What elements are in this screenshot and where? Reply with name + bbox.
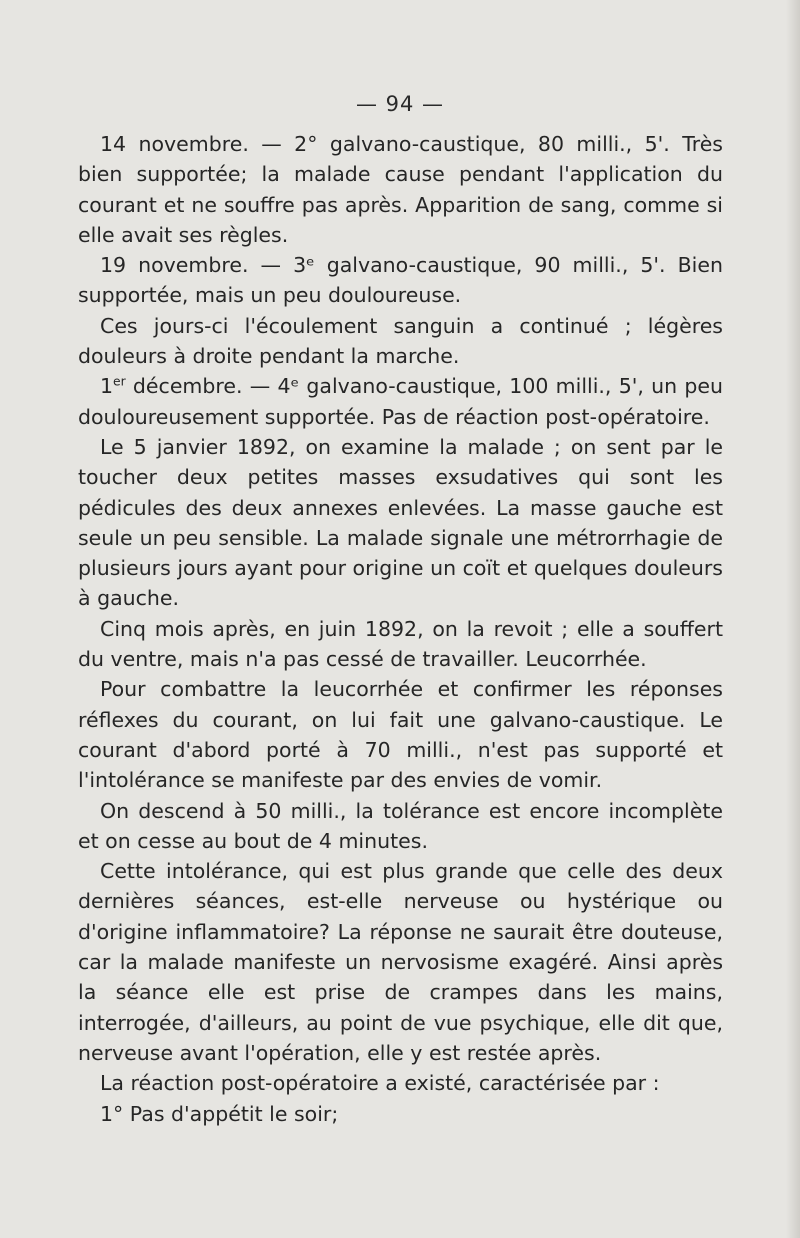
paragraph: Le 5 janvier 1892, on examine la malade ; on sent par le toucher deux petites masses exsudatives qui sont les pédicules des deux annexes enlevées. La masse gauche est seule un peu sensible. La malade signale une métrorrhagie de plusieurs jours ayant pour origine un coït et quelques douleurs à gauche.	[78, 434, 723, 611]
entry-date: 1er décembre.	[100, 374, 243, 399]
body-text	[78, 129, 723, 1129]
page-number: — 94 —	[355, 92, 445, 116]
page-edge	[786, 0, 800, 1238]
paragraph: Ces jours-ci l'écoulement sanguin a continué ; légères douleurs à droite pendant la marche.	[78, 313, 723, 369]
paragraph: On descend à 50 milli., la tolérance est encore incomplète et on cesse au bout de 4 minutes.	[78, 798, 723, 853]
paragraph: La réaction post-opératoire a existé, caractérisée par :	[100, 1071, 660, 1096]
entry-date: 14 novembre.	[100, 132, 249, 156]
paragraph: 14 novembre. — 2° galvano-caustique, 80 milli., 5'. Très bien supportée; la malade cause pendant l'application du courant et ne souffre pas après. Apparition de sang, comme si elle avait ses règles.	[78, 132, 723, 247]
paragraph: Cette intolérance, qui est plus grande que celle des deux dernières séances, est-elle nerveuse ou hystérique ou d'origine inflammatoire? La réponse ne saurait être douteuse, car la malade manifeste un nervosisme exagéré. Ainsi après la séance elle est prise de crampes dans les mains, interrogée, d'ailleurs, au point de vue psychique, elle dit que, nerveuse avant l'opération, elle y est restée après.	[78, 859, 723, 1065]
entry-date: 19 novembre.	[100, 253, 249, 278]
paragraph: Cinq mois après, en juin 1892, on la revoit ; elle a souffert du ventre, mais n'a pas cessé de travailler. Leucorrhée.	[78, 616, 723, 672]
paragraph: 1er décembre. — 4ᵉ galvano-caustique, 100 milli., 5', un peu douloureusement supportée. Pas de réaction post-opératoire.	[78, 374, 723, 429]
paragraph: 1° Pas d'appétit le soir;	[100, 1101, 339, 1126]
paragraph: Pour combattre la leucorrhée et confirmer les réponses réflexes du courant, on lui fait une galvano-caustique. Le courant d'abord porté à 70 milli., n'est pas supporté et l'intolérance se manifeste par des envies de vomir.	[78, 677, 723, 793]
paragraph: 19 novembre. — 3ᵉ galvano-caustique, 90 milli., 5'. Bien supportée, mais un peu douloureuse.	[78, 253, 723, 308]
